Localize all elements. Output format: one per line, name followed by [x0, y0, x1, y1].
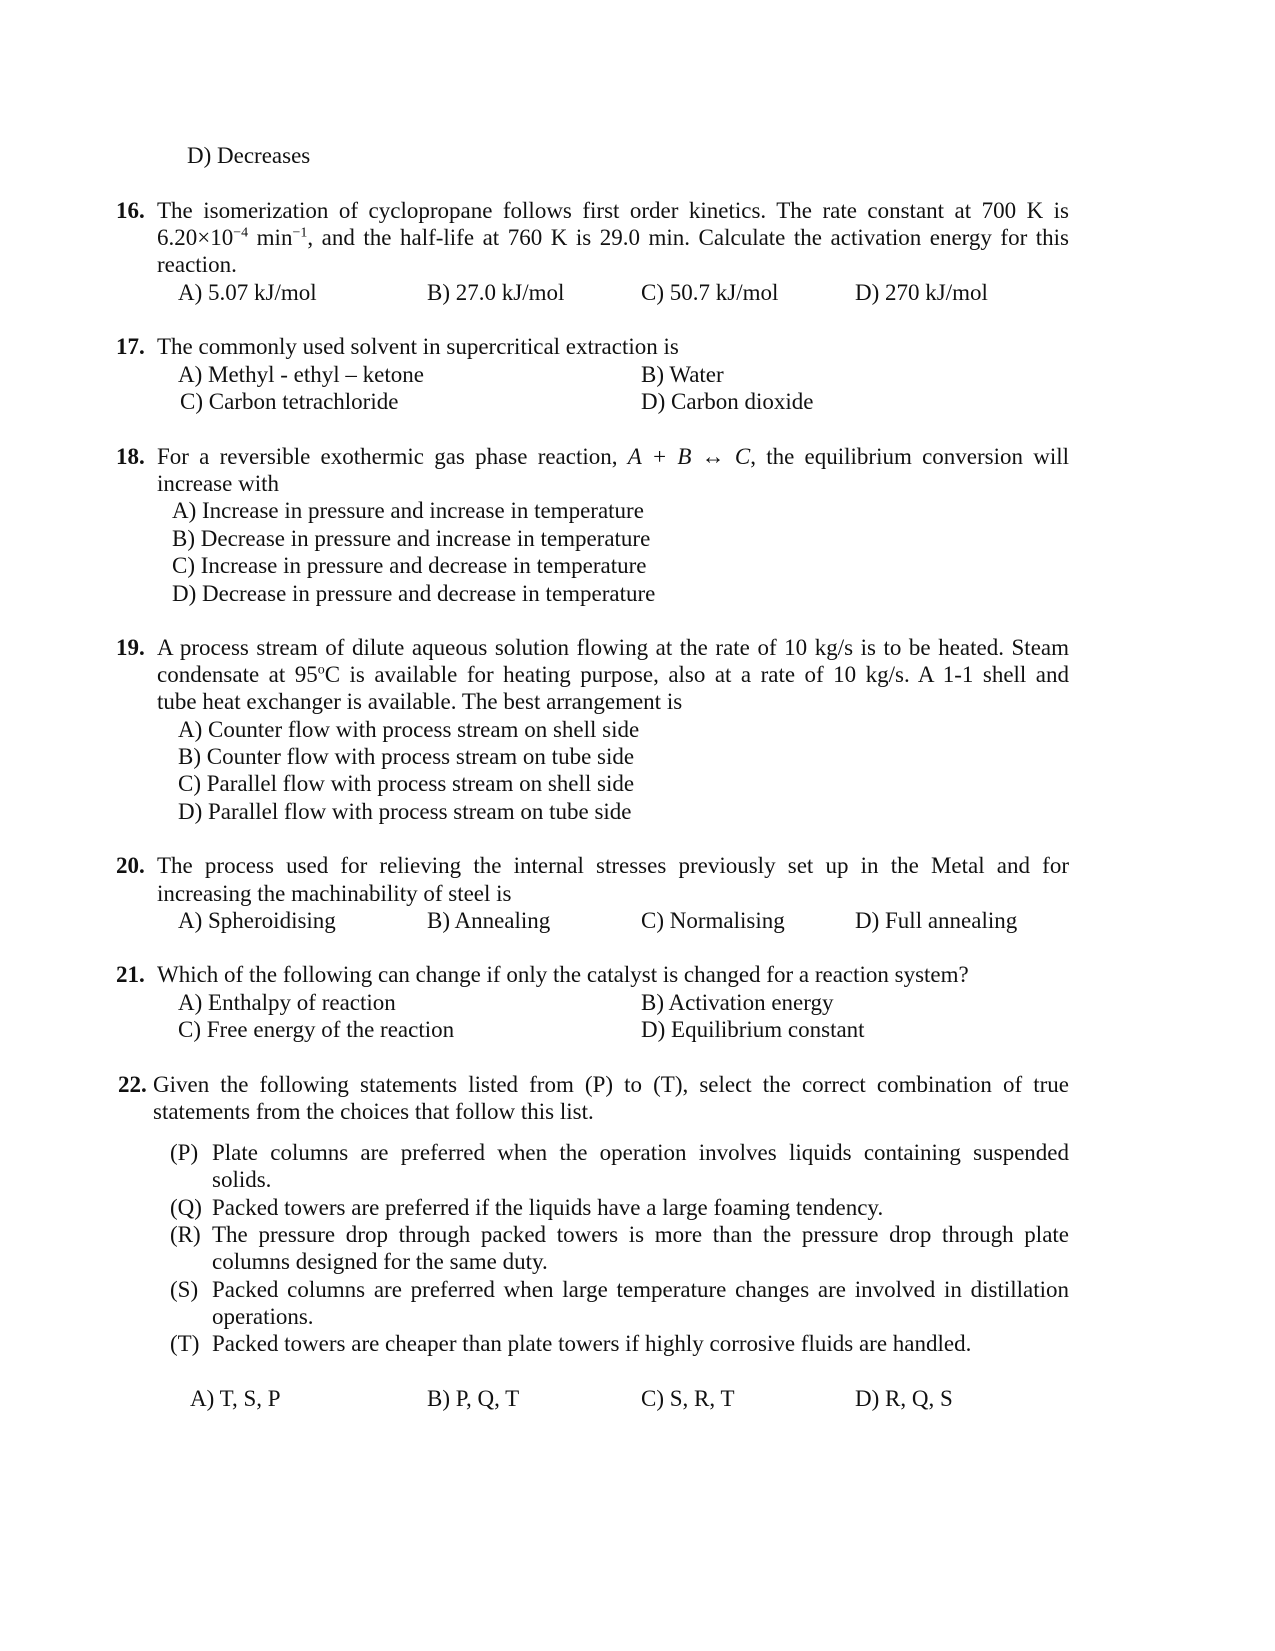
- q22-statement-p-line1: Plate columns are preferred when the operation involves liquids containing suspended: [212, 1140, 1069, 1165]
- q22-statement-p-label: (P): [170, 1140, 199, 1165]
- q18-text-line2: increase with: [157, 471, 279, 496]
- q22-text-line1: Given the following statements listed from (P) to (T), select the correct combination of true: [153, 1072, 1069, 1097]
- q18-option-d: D) Decrease in pressure and decrease in temperature: [172, 581, 656, 606]
- q20-option-a: A) Spheroidising: [178, 908, 336, 933]
- q19-number: 19.: [116, 635, 145, 660]
- q22-statement-t-line1: Packed towers are cheaper than plate towers if highly corrosive fluids are handled.: [212, 1331, 972, 1356]
- q22-number: 22.: [118, 1072, 147, 1097]
- q22-option-d: D) R, Q, S: [855, 1386, 953, 1411]
- q19-text-line1: A process stream of dilute aqueous solution flowing at the rate of 10 kg/s is to be heated. Steam: [157, 635, 1069, 660]
- q19-option-d: D) Parallel flow with process stream on tube side: [178, 799, 632, 824]
- q17-text: The commonly used solvent in supercritical extraction is: [157, 334, 679, 359]
- q16-option-a: A) 5.07 kJ/mol: [178, 280, 317, 305]
- q19-option-b: B) Counter flow with process stream on tube side: [178, 744, 635, 769]
- q16-option-b: B) 27.0 kJ/mol: [427, 280, 565, 305]
- q21-option-d: D) Equilibrium constant: [641, 1017, 865, 1042]
- q20-option-d: D) Full annealing: [855, 908, 1018, 933]
- q21-option-a: A) Enthalpy of reaction: [178, 990, 396, 1015]
- q18-number: 18.: [116, 444, 145, 469]
- q16-number: 16.: [116, 198, 145, 223]
- q22-statement-r-line2: columns designed for the same duty.: [212, 1249, 548, 1274]
- q17-option-a: A) Methyl - ethyl – ketone: [178, 362, 424, 387]
- q16-option-d: D) 270 kJ/mol: [855, 280, 988, 305]
- q16-text-line3: reaction.: [157, 252, 237, 277]
- q19-option-a: A) Counter flow with process stream on shell side: [178, 717, 640, 742]
- q22-option-c: C) S, R, T: [641, 1386, 735, 1411]
- q22-option-a: A) T, S, P: [190, 1386, 281, 1411]
- q20-option-b: B) Annealing: [427, 908, 551, 933]
- q21-option-c: C) Free energy of the reaction: [178, 1017, 455, 1042]
- q15-option-d: D) Decreases: [187, 143, 311, 168]
- q19-option-c: C) Parallel flow with process stream on shell side: [178, 771, 635, 796]
- q22-option-b: B) P, Q, T: [427, 1386, 520, 1411]
- q22-statement-r-label: (R): [170, 1222, 201, 1247]
- q16-option-c: C) 50.7 kJ/mol: [641, 280, 779, 305]
- q17-number: 17.: [116, 334, 145, 359]
- q21-text: Which of the following can change if only the catalyst is changed for a reaction system?: [157, 962, 969, 987]
- q21-option-b: B) Activation energy: [641, 990, 834, 1015]
- q17-option-d: D) Carbon dioxide: [641, 389, 814, 414]
- q22-statement-t-label: (T): [170, 1331, 200, 1356]
- q18-option-c: C) Increase in pressure and decrease in temperature: [172, 553, 647, 578]
- q18-text-line1: For a reversible exothermic gas phase reaction, A + B ↔ C, the equilibrium conversion will: [157, 444, 1069, 469]
- q22-statement-r-line1: The pressure drop through packed towers is more than the pressure drop through plate: [212, 1222, 1069, 1247]
- q19-text-line3: tube heat exchanger is available. The best arrangement is: [157, 689, 683, 714]
- q18-option-a: A) Increase in pressure and increase in temperature: [172, 498, 644, 523]
- q22-text-line2: statements from the choices that follow this list.: [153, 1099, 594, 1124]
- q20-text-line1: The process used for relieving the internal stresses previously set up in the Metal and for: [157, 853, 1069, 878]
- q19-text-line2: condensate at 95$^o$C is available for heating purpose, also at a rate of 10 kg/s. A 1-1 shell and: [157, 662, 1069, 687]
- q20-option-c: C) Normalising: [641, 908, 785, 933]
- q22-statement-s-label: (S): [170, 1277, 199, 1302]
- q22-statement-p-line2: solids.: [212, 1167, 272, 1192]
- q17-option-c: C) Carbon tetrachloride: [180, 389, 399, 414]
- q22-statement-q-label: (Q): [170, 1195, 202, 1220]
- q22-statement-q-line1: Packed towers are preferred if the liquids have a large foaming tendency.: [212, 1195, 884, 1220]
- q18-equation: A + B ↔ C: [627, 444, 751, 469]
- q17-option-b: B) Water: [641, 362, 724, 387]
- q16-text-line2: $6.20\times 10^{-4}$ $\min^{-1}$, and the half-life at 760 K is 29.0 min. Calculate the activation energy for this: [157, 225, 1070, 250]
- q16-text-line1: The isomerization of cyclopropane follows first order kinetics. The rate constant at 700 K is: [157, 198, 1069, 223]
- q20-text-line2: increasing the machinability of steel is: [157, 881, 512, 906]
- q18-option-b: B) Decrease in pressure and increase in temperature: [172, 526, 651, 551]
- q22-statement-s-line1: Packed columns are preferred when large temperature changes are involved in distillation: [212, 1277, 1069, 1302]
- q21-number: 21.: [116, 962, 145, 987]
- q20-number: 20.: [116, 853, 145, 878]
- q22-statement-s-line2: operations.: [212, 1304, 314, 1329]
